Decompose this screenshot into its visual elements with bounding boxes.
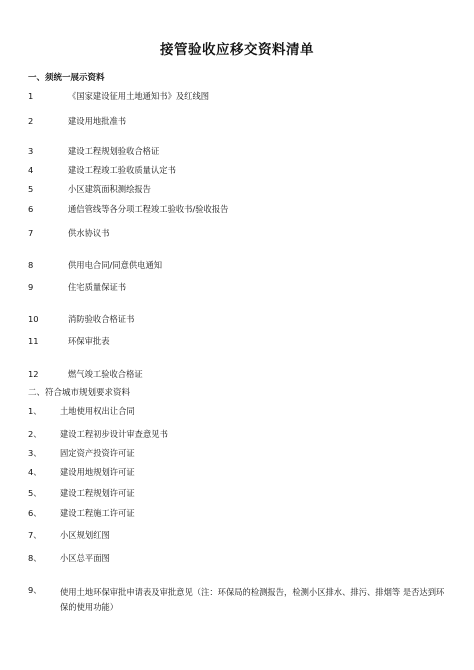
item-number: 6: [28, 204, 34, 214]
item-text: 燃气竣工验收合格证: [68, 369, 143, 379]
item-text: 小区规划红图: [60, 530, 110, 540]
item-text: 消防验收合格证书: [68, 314, 135, 324]
item-text: 通信管线等各分项工程竣工验收书/验收报告: [68, 204, 229, 214]
item-number: 5、: [28, 488, 42, 498]
item-text: 住宅质量保证书: [68, 282, 127, 292]
item-number: 11: [28, 336, 39, 346]
section-2-heading: 二、符合城市规划要求资料: [28, 388, 131, 398]
item-number: 1、: [28, 406, 42, 416]
item-text: 环保审批表: [68, 336, 110, 346]
item-number: 3、: [28, 448, 42, 458]
item-text: 建设工程竣工验收质量认定书: [68, 165, 176, 175]
item-number: 7、: [28, 530, 42, 540]
item-number: 6、: [28, 508, 42, 518]
item-number: 10: [28, 314, 39, 324]
item-text: 建设用地规划许可证: [60, 467, 135, 477]
item-number: 9: [28, 282, 34, 292]
item-text: 供用电合同/同意供电通知: [68, 260, 163, 270]
item-text: 建设工程规划许可证: [60, 488, 135, 498]
item-text: 使用土地环保审批申请表及审批意见（注：环保局的检测报告，检测小区排水、排污、排烟等 是否达到环保的使用功能）: [60, 587, 445, 612]
item-text: 土地使用权出让合同: [60, 406, 135, 416]
item-text: 固定资产投资许可证: [60, 448, 135, 458]
item-number: 8: [28, 260, 34, 270]
item-text: 小区总平面图: [60, 553, 110, 563]
item-number: 3: [28, 146, 34, 156]
item-number: 12: [28, 369, 39, 379]
item-text: 建设工程规划验收合格证: [68, 146, 160, 156]
item-text: 小区建筑面积测绘报告: [68, 184, 151, 194]
item-number: 9、: [28, 585, 42, 595]
item-text: 建设用地批准书: [68, 116, 127, 126]
page-title: 接管验收应移交资料清单: [160, 42, 314, 58]
item-text: 《国家建设征用土地通知书》及红线图: [68, 91, 210, 101]
item-number: 8、: [28, 553, 42, 563]
item-number: 5: [28, 184, 34, 194]
item-number: 4: [28, 165, 34, 175]
item-number: 4、: [28, 467, 42, 477]
item-text: 供水协议书: [68, 228, 110, 238]
item-number: 7: [28, 228, 34, 238]
item-number: 1: [28, 91, 34, 101]
item-number: 2、: [28, 429, 42, 439]
item-text: 建设工程初步设计审查意见书: [60, 429, 168, 439]
item-text: 建设工程施工许可证: [60, 508, 135, 518]
item-number: 2: [28, 116, 34, 126]
section-1-heading: 一、须统一展示资料: [28, 73, 105, 83]
